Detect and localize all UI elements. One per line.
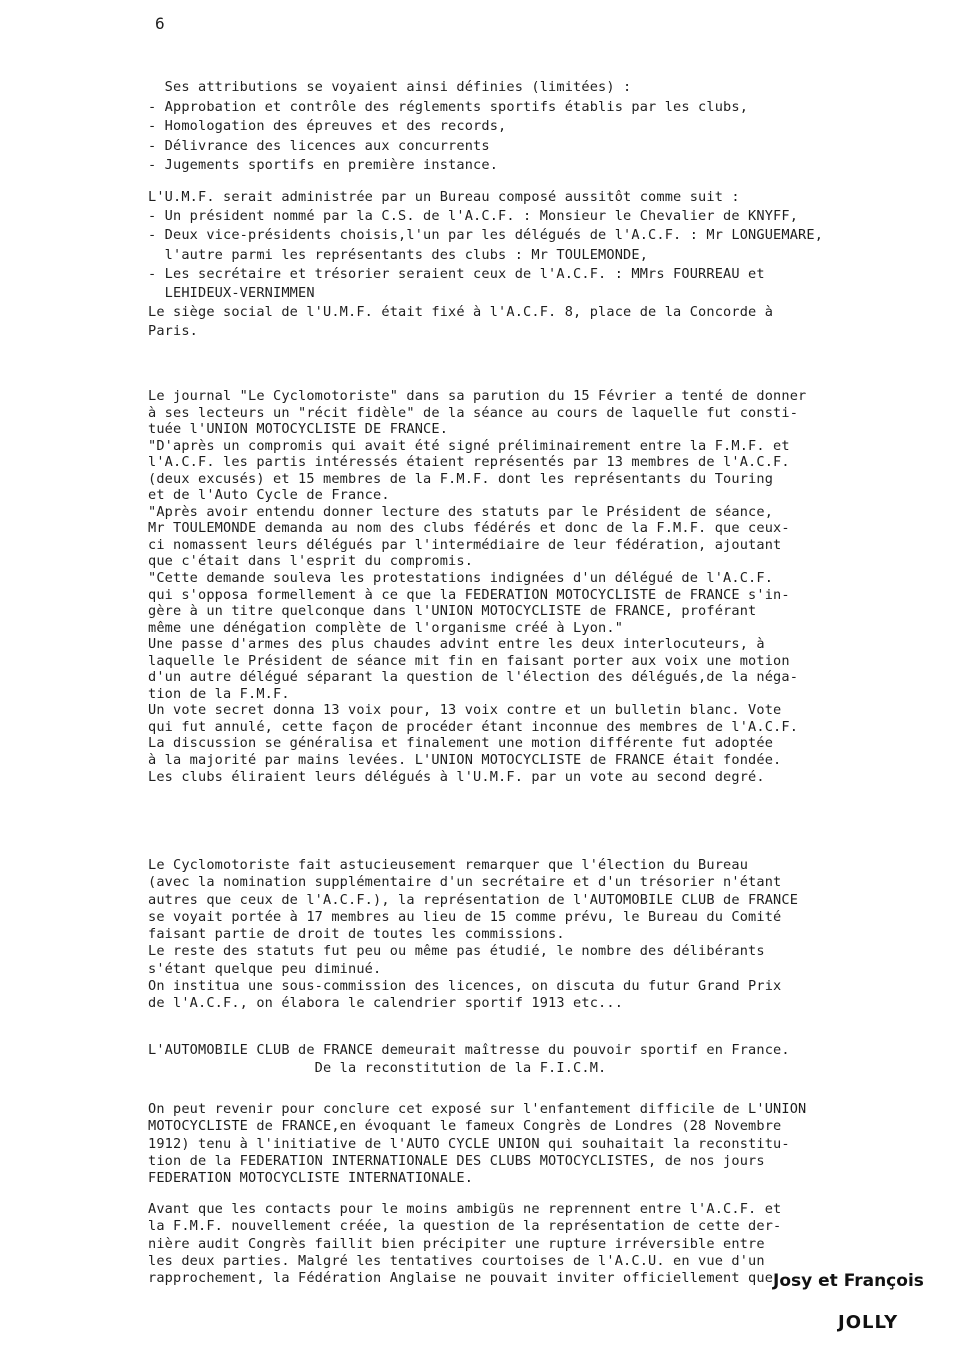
text-line: Ses attributions se voyaient ainsi définies (limitées) : <box>148 79 632 95</box>
text-line: ci nomassent leurs délégués par l'intermédiaire de leur fédération, ajoutant <box>148 536 782 553</box>
text-line: qui s'opposa formellement à ce que la FEDERATION MOTOCYCLISTE de FRANCE s'in- <box>148 586 790 603</box>
text-line: rapprochement, la Fédération Anglaise ne pouvait inviter officiellement que <box>148 1270 774 1287</box>
text-line: Le journal "Le Cyclomotoriste" dans sa parution du 15 Février a tenté de donner <box>148 388 807 404</box>
text-line: tion de la FEDERATION INTERNATIONALE DES CLUBS MOTOCYCLISTES, de nos jours <box>148 1152 765 1169</box>
text-line: FEDERATION MOTOCYCLISTE INTERNATIONALE. <box>148 1170 474 1187</box>
text-line: autres que ceux de l'A.C.F.), la représentation de l'AUTOMOBILE CLUB de FRANCE <box>148 891 799 908</box>
text-line: Une passe d'armes des plus chaudes advint entre les deux interlocuteurs, à <box>148 636 765 653</box>
text-line: (avec la nomination supplémentaire d'un secrétaire et d'un trésorier n'étant <box>148 874 782 891</box>
text-line: "D'après un compromis qui avait été signé préliminairement entre la F.M.F. et <box>148 437 790 454</box>
text-line: La discussion se généralisa et finalement une motion différente fut adoptée <box>148 735 774 752</box>
text-line: l'autre parmi les représentants des clubs : Mr TOULEMONDE, <box>148 246 649 263</box>
text-line: Le Cyclomotoriste fait astucieusement remarquer que l'élection du Bureau <box>148 857 749 873</box>
text-line: MOTOCYCLISTE de FRANCE,en évoquant le fameux Congrès de Londres (28 Novembre <box>148 1118 782 1135</box>
text-line: Paris. <box>148 323 199 340</box>
text-line: la F.M.F. nouvellement créée, la question de la représentation de cette der- <box>148 1218 782 1235</box>
text-line: L'U.M.F. serait administrée par un Bureau composé aussitôt comme suit : <box>148 189 740 205</box>
page-number: 6 <box>155 14 165 33</box>
text-line: même une dénégation complète de l'organisme créé à Lyon." <box>148 619 624 636</box>
text-line: L'AUTOMOBILE CLUB de FRANCE demeurait maîtresse du pouvoir sportif en France. <box>148 1042 790 1058</box>
text-line: Mr TOULEMONDE demanda au nom des clubs fédérés et donc de la F.M.F. que ceux- <box>148 520 790 537</box>
text-line: On peut revenir pour conclure cet exposé sur l'enfantement difficile de L'UNION <box>148 1101 807 1117</box>
text-line: "Après avoir entendu donner lecture des statuts par le Président de séance, <box>148 503 774 520</box>
london-congress-paragraph <box>148 1101 918 1187</box>
text-line: l'A.C.F. les partis intéressés étaient représentés par 13 membres de l'A.C.F. <box>148 454 790 471</box>
text-line: et de l'Auto Cycle de France. <box>148 487 390 504</box>
text-line: à ses lecteurs un "récit fidèle" de la séance au cours de laquelle fut consti- <box>148 404 799 421</box>
text-line: Le siège social de l'U.M.F. était fixé à l'A.C.F. 8, place de la Concorde à <box>148 304 774 321</box>
text-line: Le reste des statuts fut peu ou même pas étudié, le nombre des délibérants <box>148 943 765 960</box>
text-line: (deux excusés) et 15 membres de la F.M.F. dont les représentants du Touring <box>148 470 774 487</box>
text-line: - Un président nommé par la C.S. de l'A.C.F. : Monsieur le Chevalier de KNYFF, <box>148 208 799 225</box>
text-line: de l'A.C.F., on élabora le calendrier sportif 1913 etc... <box>148 995 624 1012</box>
text-line: qui fut annulé, cette façon de procéder étant inconnue des membres de l'A.C.F. <box>148 718 799 735</box>
text-line: 1912) tenu à l'initiative de l'AUTO CYCLE UNION qui souhaitait la reconstitu- <box>148 1135 790 1152</box>
text-line: les deux parties. Malgré les tentatives courtoises de l'A.C.U. en vue d'un <box>148 1252 765 1269</box>
text-line: - Jugements sportifs en première instance. <box>148 157 499 174</box>
cyclomotoriste-remark <box>148 857 918 1013</box>
text-line: se voyait portée à 17 membres au lieu de 15 comme prévu, le Bureau du Comité <box>148 908 782 925</box>
text-line: tuée l'UNION MOTOCYCLISTE DE FRANCE. <box>148 421 449 438</box>
attributions-list <box>148 78 918 176</box>
text-line: - Approbation et contrôle des réglements sportifs établis par les clubs, <box>148 98 749 115</box>
text-line: d'un autre délégué séparant la question de l'élection des délégués,de la néga- <box>148 669 799 686</box>
text-line: - Deux vice-présidents choisis,l'un par les délégués de l'A.C.F. : Mr LONGUEMARE, <box>148 227 824 244</box>
author-credit-names: Josy et François <box>773 1271 924 1291</box>
text-line: nière audit Congrès faillit bien précipiter une rupture irréversible entre <box>148 1235 765 1252</box>
text-line: Les clubs éliraient leurs délégués à l'U.M.F. par un vote au second degré. <box>148 768 765 785</box>
text-line: De la reconstitution de la F.I.C.M. <box>148 1060 607 1076</box>
bureau-composition <box>148 188 918 342</box>
text-line: Un vote secret donna 13 voix pour, 13 voix contre et un bulletin blanc. Vote <box>148 702 782 719</box>
text-line: LEHIDEUX-VERNIMMEN <box>148 285 315 302</box>
text-line: "Cette demande souleva les protestations indignées d'un délégué de l'A.C.F. <box>148 570 774 587</box>
text-line: faisant partie de droit de toutes les commissions. <box>148 926 565 943</box>
text-line: - Délivrance des licences aux concurrents <box>148 137 490 154</box>
text-line: Avant que les contacts pour le moins ambigüs ne reprennent entre l'A.C.F. et <box>148 1201 782 1217</box>
text-line: laquelle le Président de séance mit fin en faisant porter aux voix une motion <box>148 652 790 669</box>
text-line: On institua une sous-commission des licences, on discuta du futur Grand Prix <box>148 978 782 995</box>
text-line: - Les secrétaire et trésorier seraient ceux de l'A.C.F. : MMrs FOURREAU et <box>148 265 765 282</box>
text-line: s'étant quelque peu diminué. <box>148 960 382 977</box>
acf-conclusion-and-heading <box>148 1041 918 1077</box>
text-line: gère à un titre quelconque dans l'UNION MOTOCYCLISTE de FRANCE, proférant <box>148 603 757 620</box>
text-line: - Homologation des épreuves et des records, <box>148 118 507 135</box>
text-line: à la majorité par mains levées. L'UNION MOTOCYCLISTE de FRANCE était fondée. <box>148 752 782 769</box>
text-line: que c'était dans l'esprit du compromis. <box>148 553 474 570</box>
author-credit-surname: JOLLY <box>838 1312 899 1333</box>
cyclomotoriste-account <box>148 388 918 785</box>
text-line: tion de la F.M.F. <box>148 685 290 702</box>
